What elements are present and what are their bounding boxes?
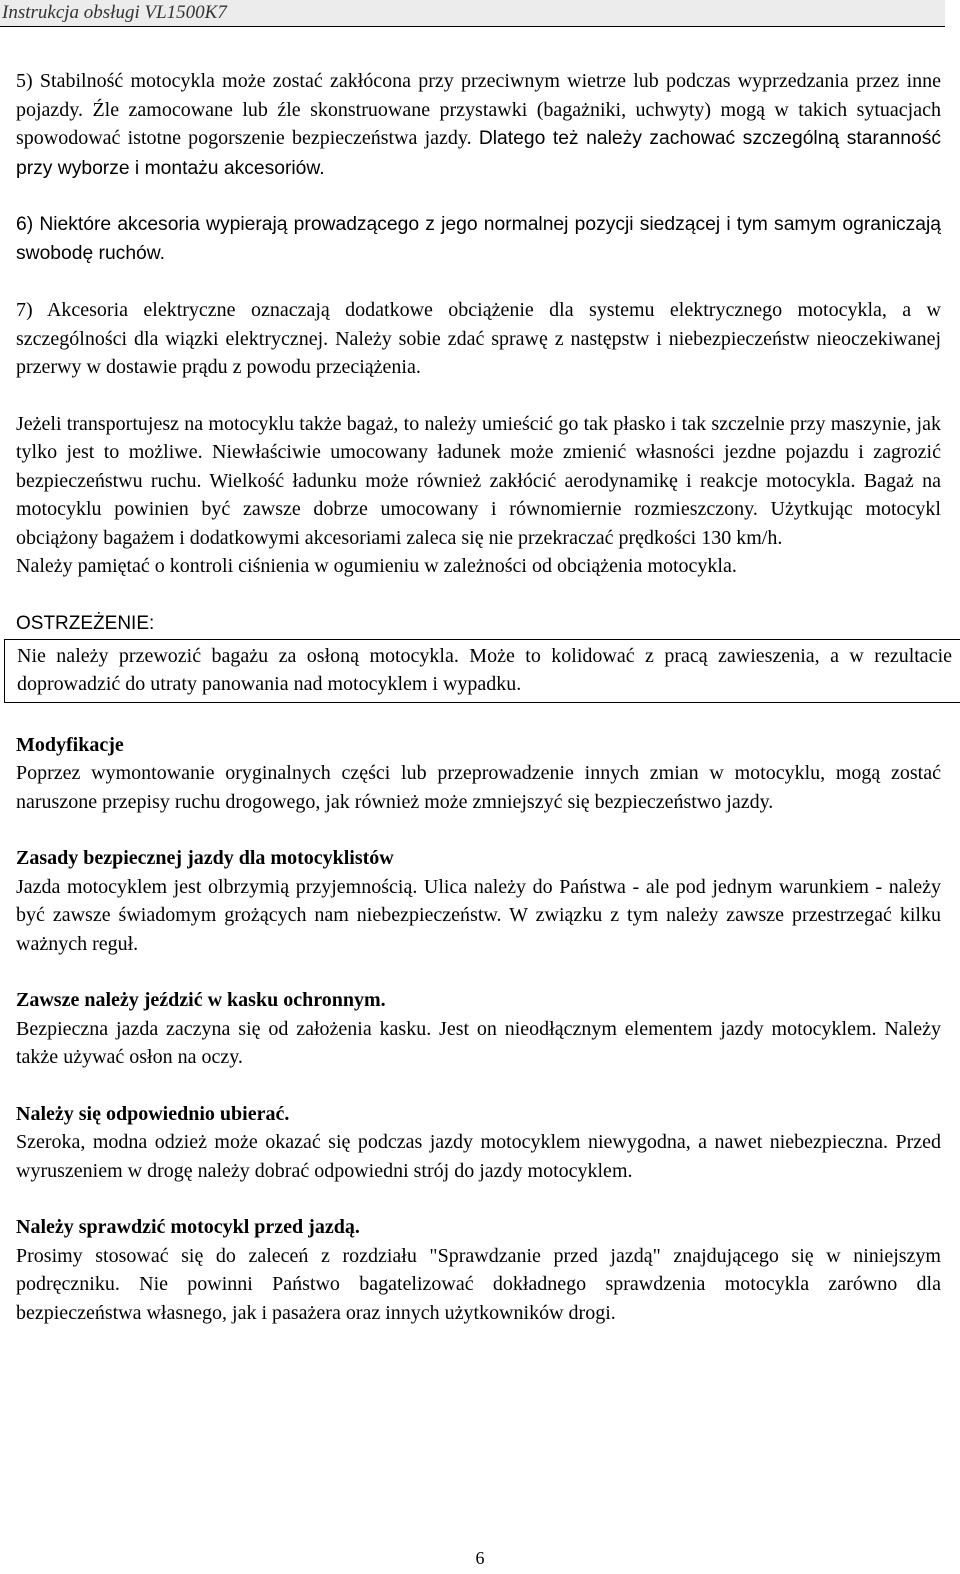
paragraph-5 <box>16 67 941 183</box>
paragraph-5-note: Dlatego też należy zachować szczególną staranność przy wyborze i montażu akcesoriów. <box>16 128 942 179</box>
paragraph-7 <box>16 296 941 382</box>
warning-title: OSTRZEŻENIE: <box>16 612 155 634</box>
page-number: 6 <box>475 1548 485 1568</box>
document-title: Instrukcja obsługi VL1500K7 <box>2 2 227 23</box>
page-header <box>0 0 945 27</box>
paragraph-7-note: Należy sobie zdać sprawę z następstw i niebezpieczeństw nieoczekiwanej przerwy w dostawie prądu z powodu przeciążenia. <box>16 327 942 378</box>
paragraph-modifications: Poprzez wymontowanie oryginalnych części lub przeprowadzenie innych zmian w motocyklu, mogą zostać naruszone przepisy ruchu drogowego, jak również może zmniejszyć się bezpieczeństwo jazdy. <box>16 762 941 813</box>
paragraph-5-text: 5) Stabilność motocykla może zostać zakłócona przy przeciwnym wietrze lub podczas wyprzedzania przez inne pojazdy. Źle zamocowane lub źle skonstruowane przystawki (bagażniki, uchwyty) mogą w takich sytuacjach spowodować istotne pogorszenie bezpieczeństwa jazdy. <box>16 70 941 149</box>
paragraph-helmet: Bezpieczna jazda zaczyna się od założenia kasku. Jest on nieodłącznym elementem jazdy motocyklem. Należy także używać osłon na oczy. <box>16 1017 941 1068</box>
warning-text: Nie należy przewozić bagażu za osłoną motocykla. Może to kolidować z pracą zawieszenia, a w rezultacie doprowadzić do utraty panowania nad motocyklem i wypadku. <box>17 644 952 695</box>
paragraph-clothing: Szeroka, modna odzież może okazać się podczas jazdy motocyklem niewygodna, a nawet niebezpieczna. Przed wyruszeniem w drogę należy dobrać odpowiedni strój do jazdy motocyklem. <box>16 1131 941 1182</box>
heading-clothing: Należy się odpowiednio ubierać. <box>16 1102 290 1125</box>
heading-safe-riding-rules: Zasady bezpiecznej jazdy dla motocyklistów <box>16 847 394 869</box>
heading-modifications: Modyfikacje <box>16 733 124 756</box>
paragraph-7-text: 7) Akcesoria elektryczne oznaczają dodatkowe obciążenie dla systemu elektrycznego motocykla, a w szczególności dla wiązki elektrycznej. <box>16 299 941 350</box>
paragraph-pre-ride-check: Prosimy stosować się do zaleceń z rozdziału "Sprawdzanie przed jazdą" znajdującego się w niniejszym podręczniku. Nie powinni Państwo bagatelizować dokładnego sprawdzenia motocykla zarówno dla bezpieczeństwa własnego, jak i pasażera oraz innych użytkowników drogi. <box>16 1244 941 1324</box>
paragraph-transport: Jeżeli transportujesz na motocyklu także bagaż, to należy umieścić go tak płasko i tak szczelnie przy maszynie, jak tylko jest to możliwe. Niewłaściwie umocowany ładunek może zmienić własności jezdne pojazdu i zagrozić bezpieczeństwu ruchu. Wielkość ładunku może również zakłócić aerodynamikę i reakcje motocykla. Bagaż na motocyklu powinien być zawsze dobrze umocowany i równomiernie rozmieszczony. Użytkując motocykl obciążony bagażem i dodatkowymi akcesoriami zaleca się nie przekraczać prędkości 130 km/h. <box>16 412 941 549</box>
paragraph-6: 6) Niektóre akcesoria wypierają prowadzącego z jego normalnej pozycji siedzącej i tym samym ograniczają swobodę ruchów. <box>16 214 941 264</box>
heading-pre-ride-check: Należy sprawdzić motocykl przed jazdą. <box>16 1216 360 1238</box>
warning-box <box>4 639 960 703</box>
paragraph-safe-riding-rules: Jazda motocyklem jest olbrzymią przyjemnością. Ulica należy do Państwa - ale pod jednym warunkiem - należy być zawsze świadomym grożących nam niebezpieczeństw. W związku z tym należy zawsze przestrzegać kilku ważnych reguł. <box>16 875 941 955</box>
heading-helmet: Zawsze należy jeździć w kasku ochronnym. <box>16 989 386 1011</box>
paragraph-tyres: Należy pamiętać o kontroli ciśnienia w ogumieniu w zależności od obciążenia motocykla. <box>16 555 737 577</box>
page-content <box>16 67 952 1327</box>
